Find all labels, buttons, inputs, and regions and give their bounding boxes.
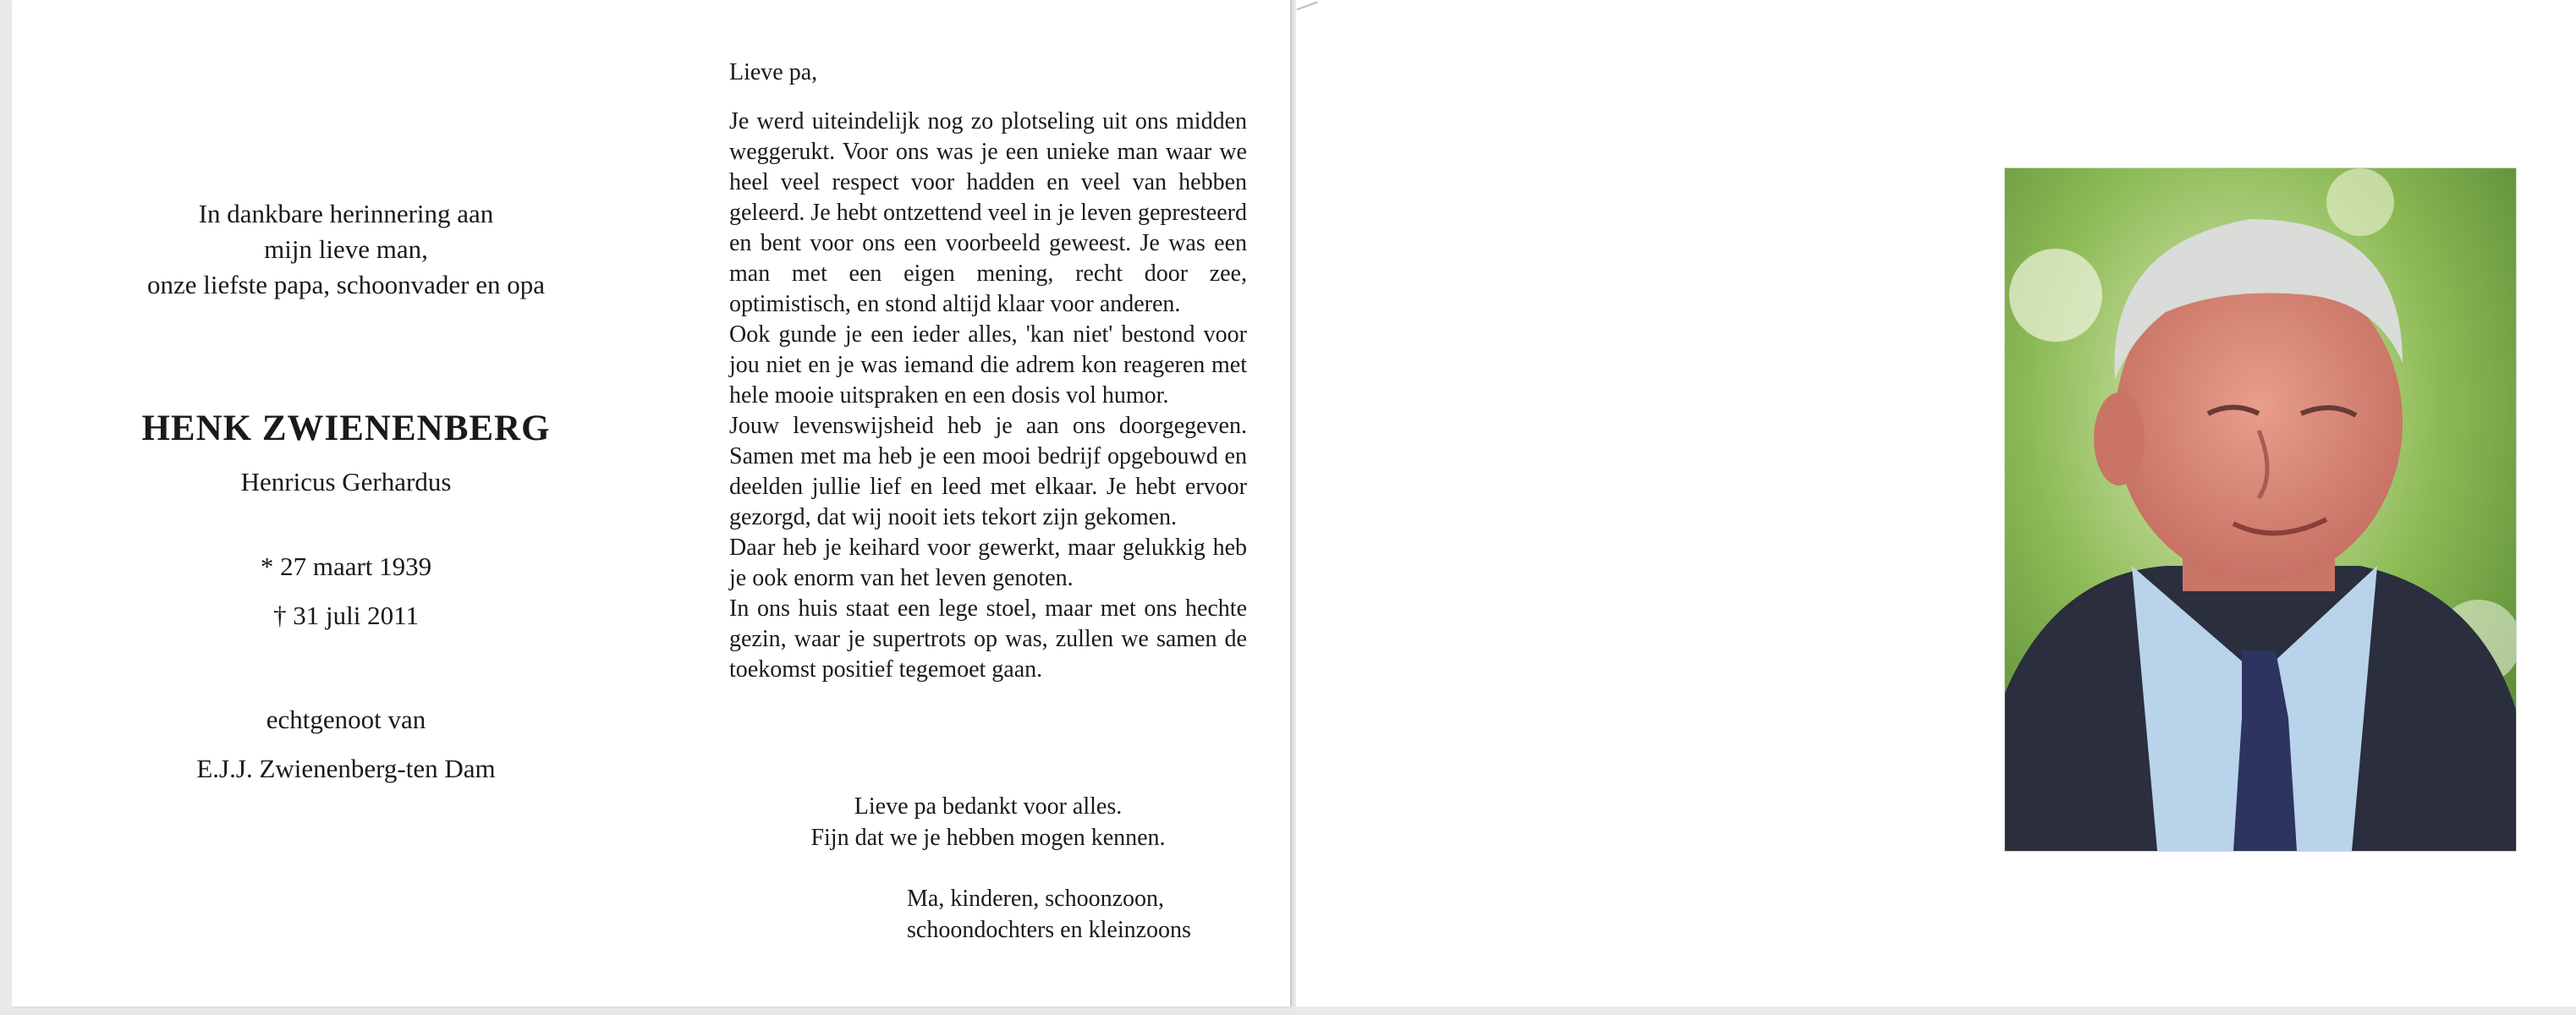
intro-line: mijn lieve man, [264, 234, 428, 264]
intro-line: In dankbare herinnering aan [198, 199, 494, 228]
letter-paragraph: Ook gunde je een ieder alles, 'kan niet' bestond voor jou niet en je was iemand die adrem kon reageren met hele mooie uitspraken en een dosis vol humor. [729, 321, 1247, 409]
birth-date: * 27 maart 1939 [260, 551, 432, 581]
given-names: Henricus Gerhardus [240, 467, 452, 497]
signoff-line: schoondochters en kleinzoons [907, 917, 1191, 943]
intro-text [88, 196, 604, 303]
letter-thanks [729, 791, 1247, 853]
card-left-panel [12, 0, 1290, 1007]
thanks-line: Lieve pa bedankt voor alles. [854, 793, 1123, 820]
letter-paragraph: Jouw levenswijsheid heb je aan ons doorgegeven. Samen met ma heb je een mooi bedrijf opgebouwd en deelden jullie lief en leed met elkaar. Je hebt ervoor gezorgd, dat wij nooit iets tekort zijn gekomen. [729, 413, 1247, 530]
deceased-name: HENK ZWIENENBERG [141, 409, 551, 448]
signoff-line: Ma, kinderen, schoonzoon, [907, 886, 1165, 912]
letter-signoff [907, 883, 1191, 946]
death-date: † 31 juli 2011 [273, 601, 419, 630]
spouse-label: echtgenoot van [266, 705, 426, 734]
portrait-photo [2004, 167, 2517, 852]
letter-greeting: Lieve pa, [729, 59, 818, 85]
letter-paragraph: Je werd uiteindelijk nog zo plotseling uit ons midden weggerukt. Voor ons was je een unieke man waar we heel veel respect voor hadden en veel van hebben geleerd. Je hebt ontzettend veel in je leven gepresteerd en bent voor ons een voorbeeld geweest. Je was een man met een eigen mening, recht door zee, optimistisch, en stond altijd klaar voor anderen. [729, 108, 1247, 317]
letter-paragraph: Daar heb je keihard voor gewerkt, maar gelukkig heb je ook enorm van het leven genoten. [729, 535, 1247, 591]
spouse-name: E.J.J. Zwienenberg-ten Dam [196, 754, 496, 783]
intro-line: onze liefste papa, schoonvader en opa [147, 270, 545, 299]
letter-body [729, 107, 1247, 685]
left-ear [2094, 392, 2145, 486]
thanks-line: Fijn dat we je hebben mogen kennen. [810, 825, 1166, 851]
portrait-illustration [2005, 168, 2516, 851]
letter-paragraph: In ons huis staat een lege stoel, maar met ons hechte gezin, waar je supertrots op was, zullen we samen de toekomst positief tegemoet gaan. [729, 595, 1247, 683]
